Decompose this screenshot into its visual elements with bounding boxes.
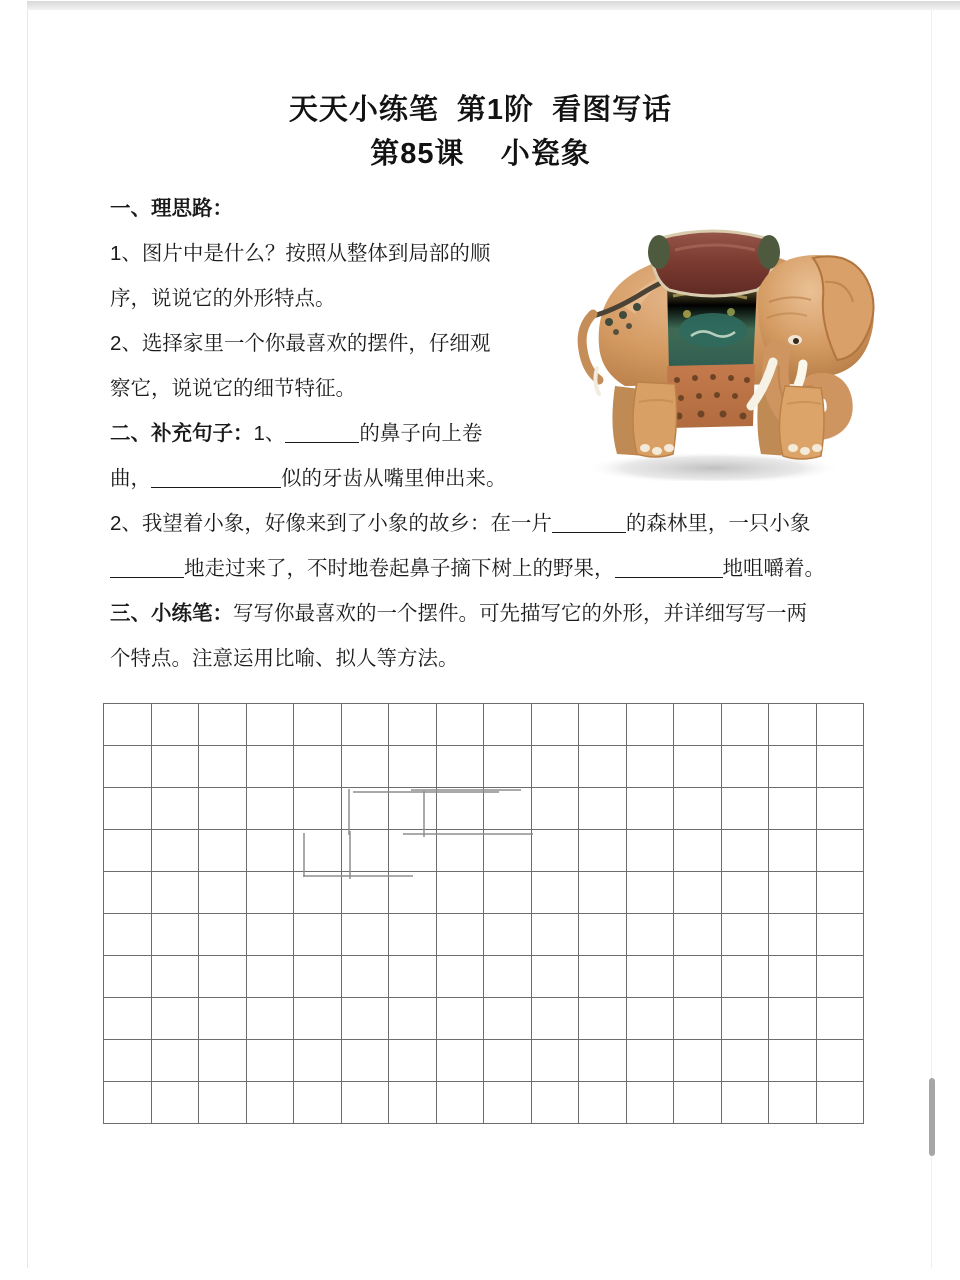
section-three-line-2: 个特点。注意运用比喻、拟人等方法。 [110,647,459,670]
section-three-line-1 [110,591,870,636]
writing-grid-cell[interactable] [246,830,294,872]
writing-grid-cell[interactable] [389,830,437,872]
scan-artifact-line [403,833,533,835]
writing-grid-cell[interactable] [626,914,674,956]
browser-top-strip [27,1,960,10]
writing-grid-cell[interactable] [769,830,817,872]
writing-grid-cell[interactable] [294,956,342,998]
section-three-heading: 三、小练笔： [110,602,233,625]
scan-artifact-line [348,789,350,835]
writing-grid-cell[interactable] [721,704,769,746]
writing-grid-cell[interactable] [484,746,532,788]
ceramic-elephant-photo [563,196,888,481]
writing-grid-cell[interactable] [579,704,627,746]
writing-grid-cell[interactable] [626,1040,674,1082]
section-two-item-1-line2-start: 曲， [110,467,151,490]
writing-grid-cell[interactable] [579,956,627,998]
writing-grid-cell[interactable] [151,788,199,830]
writing-grid-cell[interactable] [769,704,817,746]
writing-grid-cell[interactable] [721,998,769,1040]
blanket-dot [683,310,691,318]
writing-grid-cell[interactable] [626,956,674,998]
writing-grid-cell[interactable] [104,704,152,746]
strap-bead [633,303,641,311]
eye-pupil [793,338,799,344]
section-two-item-2-end: 地咀嚼着。 [722,557,825,580]
writing-grid-row [104,998,864,1040]
writing-grid [103,703,864,1124]
section-one-heading: 一、理思路： [110,197,233,220]
writing-grid-cell[interactable] [199,956,247,998]
writing-grid-cell[interactable] [579,830,627,872]
writing-grid-cell[interactable] [246,998,294,1040]
writing-grid-cell[interactable] [436,872,484,914]
writing-grid-cell[interactable] [816,1082,864,1124]
writing-grid-cell[interactable] [579,914,627,956]
writing-grid-cell[interactable] [246,788,294,830]
writing-grid-cell[interactable] [626,1082,674,1124]
writing-grid-cell[interactable] [531,914,579,956]
blanket-dot [727,308,735,316]
writing-grid-row [104,956,864,998]
writing-grid-cell[interactable] [104,1082,152,1124]
writing-grid-cell[interactable] [151,914,199,956]
writing-grid-cell[interactable] [531,998,579,1040]
writing-grid-cell[interactable] [769,872,817,914]
writing-grid-cell[interactable] [579,1082,627,1124]
writing-grid-cell[interactable] [104,830,152,872]
writing-grid-cell[interactable] [294,830,342,872]
blank-field[interactable] [151,471,281,488]
elephant-saddle [651,231,775,296]
writing-grid-cell[interactable] [341,704,389,746]
writing-grid-cell[interactable] [484,872,532,914]
scan-artifact-line [423,791,425,837]
section-two-item-2-line-2 [110,546,870,591]
writing-grid-table [103,703,864,1124]
saddle-ornament-left [648,235,670,269]
writing-grid-cell[interactable] [484,998,532,1040]
strap-bead [605,318,613,326]
writing-grid-cell[interactable] [626,830,674,872]
writing-grid-cell[interactable] [531,956,579,998]
writing-grid-cell[interactable] [389,998,437,1040]
writing-grid-cell[interactable] [674,830,722,872]
section-one-item-2-line-2: 察它，说说它的细节特征。 [110,377,356,400]
writing-grid-cell[interactable] [436,998,484,1040]
writing-grid-cell[interactable] [436,956,484,998]
document-page [27,10,932,1268]
writing-grid-cell[interactable] [246,914,294,956]
writing-grid-cell[interactable] [151,998,199,1040]
writing-grid-cell[interactable] [769,746,817,788]
blanket-medallion [679,313,747,347]
elephant-illustration [563,196,888,481]
writing-grid-cell[interactable] [294,746,342,788]
writing-grid-cell[interactable] [816,914,864,956]
writing-grid-row [104,914,864,956]
section-two-item-1-prefix: 1、 [253,422,286,445]
writing-grid-cell[interactable] [484,1040,532,1082]
section-two-item-2-line-1 [110,501,870,546]
writing-grid-cell[interactable] [341,914,389,956]
writing-grid-cell[interactable] [294,998,342,1040]
writing-grid-cell[interactable] [104,998,152,1040]
writing-grid-cell[interactable] [674,872,722,914]
writing-grid-cell[interactable] [436,1082,484,1124]
writing-grid-cell[interactable] [341,956,389,998]
title-line-1: 天天小练笔 第1阶 看图写话 [288,94,673,126]
writing-grid-cell[interactable] [151,1040,199,1082]
writing-grid-cell[interactable] [436,830,484,872]
section-three-body-a: 写写你最喜欢的一个摆件。可先描写它的外形，并详细写写一两 [233,602,807,625]
writing-grid-cell[interactable] [199,704,247,746]
writing-grid-row [104,1082,864,1124]
writing-grid-cell[interactable] [721,956,769,998]
writing-grid-cell[interactable] [626,788,674,830]
writing-grid-cell[interactable] [341,746,389,788]
worksheet-body [28,10,933,1268]
writing-grid-cell[interactable] [769,1040,817,1082]
writing-grid-cell[interactable] [816,998,864,1040]
writing-grid-cell[interactable] [436,914,484,956]
writing-grid-cell[interactable] [484,830,532,872]
writing-grid-cell[interactable] [389,1082,437,1124]
section-one-item-1-line-2: 序，说说它的外形特点。 [110,287,336,310]
writing-grid-cell[interactable] [721,746,769,788]
writing-grid-cell[interactable] [579,872,627,914]
writing-grid-cell[interactable] [294,872,342,914]
writing-grid-cell[interactable] [674,746,722,788]
writing-grid-cell[interactable] [816,1040,864,1082]
section-two-item-1-line-2 [110,456,552,501]
writing-grid-cell[interactable] [104,788,152,830]
writing-grid-cell[interactable] [674,998,722,1040]
writing-grid-cell[interactable] [484,704,532,746]
writing-grid-cell[interactable] [626,746,674,788]
writing-grid-cell[interactable] [721,872,769,914]
writing-grid-cell[interactable] [151,746,199,788]
writing-grid-cell[interactable] [294,788,342,830]
writing-grid-cell[interactable] [531,1082,579,1124]
section-one-item-1-line-1: 1、图片中是什么？按照从整体到局部的顺 [110,242,491,265]
section-two-item-2-mid-1: 的森林里，一只小象 [625,512,811,535]
writing-grid-cell[interactable] [816,746,864,788]
writing-grid-cell[interactable] [531,830,579,872]
writing-grid-cell[interactable] [389,746,437,788]
writing-grid-cell[interactable] [721,1082,769,1124]
writing-grid-cell[interactable] [769,788,817,830]
writing-grid-cell[interactable] [579,1040,627,1082]
scan-artifact-line [411,789,521,791]
scan-artifact-line [303,833,305,877]
writing-grid-cell[interactable] [294,1040,342,1082]
blank-field[interactable] [615,561,723,578]
writing-grid-cell[interactable] [199,1082,247,1124]
scan-artifact-line [353,791,499,793]
writing-grid-cell[interactable] [816,788,864,830]
writing-grid-cell[interactable] [104,746,152,788]
writing-grid-cell[interactable] [484,914,532,956]
writing-grid-cell[interactable] [389,704,437,746]
writing-grid-cell[interactable] [484,788,532,830]
strap-bead [613,329,619,335]
writing-grid-cell[interactable] [531,872,579,914]
writing-grid-cell[interactable] [199,788,247,830]
title-line-2: 第85课 小瓷象 [370,138,591,170]
writing-grid-cell[interactable] [389,956,437,998]
writing-grid-cell[interactable] [721,914,769,956]
writing-grid-cell[interactable] [484,1082,532,1124]
writing-grid-cell[interactable] [816,872,864,914]
saddle-ornament-right [758,235,780,269]
writing-grid-cell[interactable] [531,1040,579,1082]
writing-grid-body [104,704,864,1124]
writing-grid-cell[interactable] [246,872,294,914]
writing-grid-cell[interactable] [816,704,864,746]
writing-grid-cell[interactable] [341,1082,389,1124]
writing-grid-cell[interactable] [436,788,484,830]
writing-grid-cell[interactable] [436,746,484,788]
writing-grid-cell[interactable] [579,998,627,1040]
writing-grid-cell[interactable] [721,830,769,872]
writing-grid-cell[interactable] [104,956,152,998]
writing-grid-cell[interactable] [151,956,199,998]
writing-grid-cell[interactable] [151,830,199,872]
writing-grid-cell[interactable] [246,956,294,998]
section-two-item-1-line-1 [110,411,552,456]
writing-grid-cell[interactable] [674,914,722,956]
writing-grid-cell[interactable] [484,956,532,998]
strap-bead [619,311,627,319]
writing-grid-cell[interactable] [246,746,294,788]
section-two-item-1-mid: 的鼻子向上卷 [359,422,483,445]
blank-field[interactable] [552,516,626,533]
writing-grid-row [104,872,864,914]
writing-grid-cell[interactable] [626,872,674,914]
writing-grid-cell[interactable] [626,998,674,1040]
writing-grid-row [104,746,864,788]
blank-field[interactable] [285,426,359,443]
scan-artifact-line [349,831,351,879]
writing-grid-cell[interactable] [341,998,389,1040]
writing-grid-cell[interactable] [294,914,342,956]
section-two-item-1-line2-end: 似的牙齿从嘴里伸出来。 [281,467,507,490]
writing-grid-cell[interactable] [151,1082,199,1124]
writing-grid-cell[interactable] [769,1082,817,1124]
writing-grid-cell[interactable] [389,914,437,956]
writing-grid-cell[interactable] [531,704,579,746]
writing-grid-cell[interactable] [246,1082,294,1124]
writing-grid-cell[interactable] [199,830,247,872]
writing-grid-cell[interactable] [721,788,769,830]
writing-grid-cell[interactable] [674,1040,722,1082]
writing-grid-cell[interactable] [436,704,484,746]
writing-grid-cell[interactable] [769,998,817,1040]
strap-bead [626,323,632,329]
writing-grid-cell[interactable] [199,872,247,914]
writing-grid-cell[interactable] [341,1040,389,1082]
writing-grid-cell[interactable] [199,914,247,956]
writing-grid-cell[interactable] [104,914,152,956]
writing-grid-cell[interactable] [389,872,437,914]
writing-grid-cell[interactable] [389,788,437,830]
writing-grid-cell[interactable] [246,1040,294,1082]
writing-grid-cell[interactable] [816,830,864,872]
section-two-item-2-mid-2: 地走过来了，不时地卷起鼻子摘下树上的野果， [184,557,615,580]
writing-grid-cell[interactable] [674,788,722,830]
writing-grid-cell[interactable] [151,704,199,746]
writing-grid-cell[interactable] [769,956,817,998]
scan-artifact-line [303,875,413,877]
writing-grid-cell[interactable] [199,746,247,788]
writing-grid-cell[interactable] [579,746,627,788]
writing-grid-cell[interactable] [674,1082,722,1124]
writing-grid-cell[interactable] [294,1082,342,1124]
writing-grid-row [104,1040,864,1082]
writing-grid-cell[interactable] [626,704,674,746]
writing-grid-cell[interactable] [104,872,152,914]
writing-grid-cell[interactable] [104,1040,152,1082]
writing-grid-cell[interactable] [436,1040,484,1082]
writing-grid-row [104,788,864,830]
writing-grid-cell[interactable] [816,956,864,998]
writing-grid-cell[interactable] [674,704,722,746]
scrollbar-thumb[interactable] [929,1078,935,1156]
writing-grid-cell[interactable] [294,704,342,746]
writing-grid-cell[interactable] [579,788,627,830]
section-two-item-2-start: 2、我望着小象，好像来到了小象的故乡：在一片 [110,512,552,535]
writing-grid-row [104,704,864,746]
writing-grid-cell[interactable] [246,704,294,746]
writing-grid-cell[interactable] [531,746,579,788]
writing-grid-cell[interactable] [199,998,247,1040]
writing-grid-cell[interactable] [151,872,199,914]
writing-grid-cell[interactable] [389,1040,437,1082]
writing-grid-cell[interactable] [721,1040,769,1082]
writing-grid-cell[interactable] [674,956,722,998]
blank-field[interactable] [110,561,184,578]
writing-grid-cell[interactable] [199,1040,247,1082]
section-one-item-2-line-1: 2、选择家里一个你最喜欢的摆件，仔细观 [110,332,491,355]
writing-grid-row [104,830,864,872]
writing-grid-cell[interactable] [769,914,817,956]
page-title [28,88,933,176]
writing-grid-cell[interactable] [531,788,579,830]
section-two-heading: 二、补充句子： [110,422,254,445]
